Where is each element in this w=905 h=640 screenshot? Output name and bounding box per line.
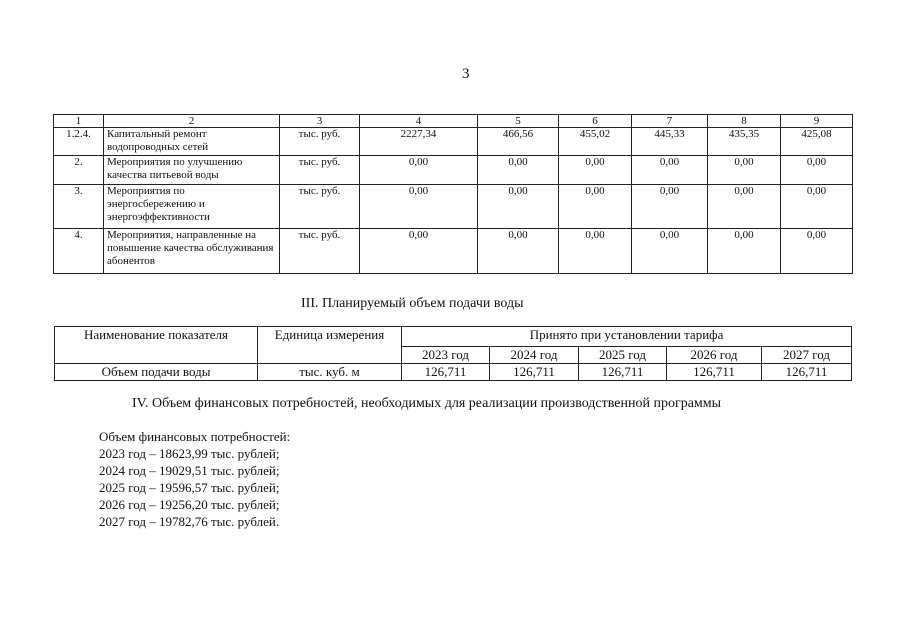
header-cell: 7 <box>632 115 708 128</box>
header-cell-name: Наименование показателя <box>55 327 258 364</box>
row-code: 3. <box>54 185 104 229</box>
finance-intro: Объем финансовых потребностей: <box>99 429 291 444</box>
row-value: 0,00 <box>478 185 559 229</box>
row-name: Мероприятия по энергосбережению и энергоэффективности <box>104 185 280 229</box>
year-cell: 2024 год <box>490 347 579 364</box>
row-value: 0,00 <box>478 156 559 185</box>
year-cell: 2025 год <box>579 347 667 364</box>
row-value: 0,00 <box>781 185 853 229</box>
year-cell: 2026 год <box>667 347 762 364</box>
row-value: 0,00 <box>708 156 781 185</box>
page-number: 3 <box>462 66 470 82</box>
finance-line: 2024 год – 19029,51 тыс. рублей; <box>99 463 280 478</box>
row-value: 0,00 <box>632 229 708 274</box>
table-row <box>54 185 853 229</box>
header-cell: 1 <box>54 115 104 128</box>
section-3-title: III. Планируемый объем подачи воды <box>301 296 524 311</box>
row-value: 126,711 <box>762 364 852 381</box>
section-4-title: IV. Объем финансовых потребностей, необходимых для реализации производственной программы <box>132 396 722 411</box>
row-value: 0,00 <box>632 156 708 185</box>
water-volume-table <box>54 326 852 381</box>
row-code: 1.2.4. <box>54 128 104 156</box>
row-unit: тыс. куб. м <box>258 364 402 381</box>
finance-block <box>99 428 290 530</box>
row-value: 0,00 <box>478 229 559 274</box>
finance-line: 2027 год – 19782,76 тыс. рублей. <box>99 514 280 529</box>
header-cell-group: Принято при установлении тарифа <box>402 327 852 347</box>
row-value: 126,711 <box>667 364 762 381</box>
row-name: Мероприятия по улучшению качества питьевой воды <box>104 156 280 185</box>
row-value: 0,00 <box>781 229 853 274</box>
table-header-row <box>55 327 852 347</box>
header-cell: 4 <box>360 115 478 128</box>
row-name: Мероприятия, направленные на повышение качества обслуживания абонентов <box>104 229 280 274</box>
row-value: 0,00 <box>360 156 478 185</box>
header-cell: 3 <box>280 115 360 128</box>
row-unit: тыс. руб. <box>280 185 360 229</box>
row-name: Капитальный ремонт водопроводных сетей <box>104 128 280 156</box>
row-code: 4. <box>54 229 104 274</box>
row-value: 0,00 <box>559 156 632 185</box>
table-row <box>55 364 852 381</box>
header-cell: 5 <box>478 115 559 128</box>
row-value: 0,00 <box>559 229 632 274</box>
year-cell: 2023 год <box>402 347 490 364</box>
row-value: 455,02 <box>559 128 632 156</box>
table-row <box>54 156 853 185</box>
finance-line: 2026 год – 19256,20 тыс. рублей; <box>99 497 280 512</box>
row-unit: тыс. руб. <box>280 128 360 156</box>
finance-line: 2025 год – 19596,57 тыс. рублей; <box>99 480 280 495</box>
row-value: 126,711 <box>490 364 579 381</box>
row-value: 126,711 <box>579 364 667 381</box>
row-code: 2. <box>54 156 104 185</box>
row-value: 0,00 <box>360 185 478 229</box>
row-value: 0,00 <box>559 185 632 229</box>
row-value: 0,00 <box>708 185 781 229</box>
header-cell: 6 <box>559 115 632 128</box>
finance-line: 2023 год – 18623,99 тыс. рублей; <box>99 446 280 461</box>
row-value: 126,711 <box>402 364 490 381</box>
table-row <box>54 128 853 156</box>
row-name: Объем подачи воды <box>55 364 258 381</box>
row-value: 435,35 <box>708 128 781 156</box>
header-cell: 8 <box>708 115 781 128</box>
header-cell: 9 <box>781 115 853 128</box>
row-unit: тыс. руб. <box>280 156 360 185</box>
table-header-row <box>54 115 853 128</box>
row-value: 445,33 <box>632 128 708 156</box>
row-value: 466,56 <box>478 128 559 156</box>
header-cell: 2 <box>104 115 280 128</box>
row-value: 0,00 <box>708 229 781 274</box>
measures-table <box>53 114 853 274</box>
year-cell: 2027 год <box>762 347 852 364</box>
row-unit: тыс. руб. <box>280 229 360 274</box>
row-value: 2227,34 <box>360 128 478 156</box>
header-cell-unit: Единица измерения <box>258 327 402 364</box>
table-row <box>54 229 853 274</box>
row-value: 0,00 <box>632 185 708 229</box>
row-value: 425,08 <box>781 128 853 156</box>
row-value: 0,00 <box>781 156 853 185</box>
row-value: 0,00 <box>360 229 478 274</box>
